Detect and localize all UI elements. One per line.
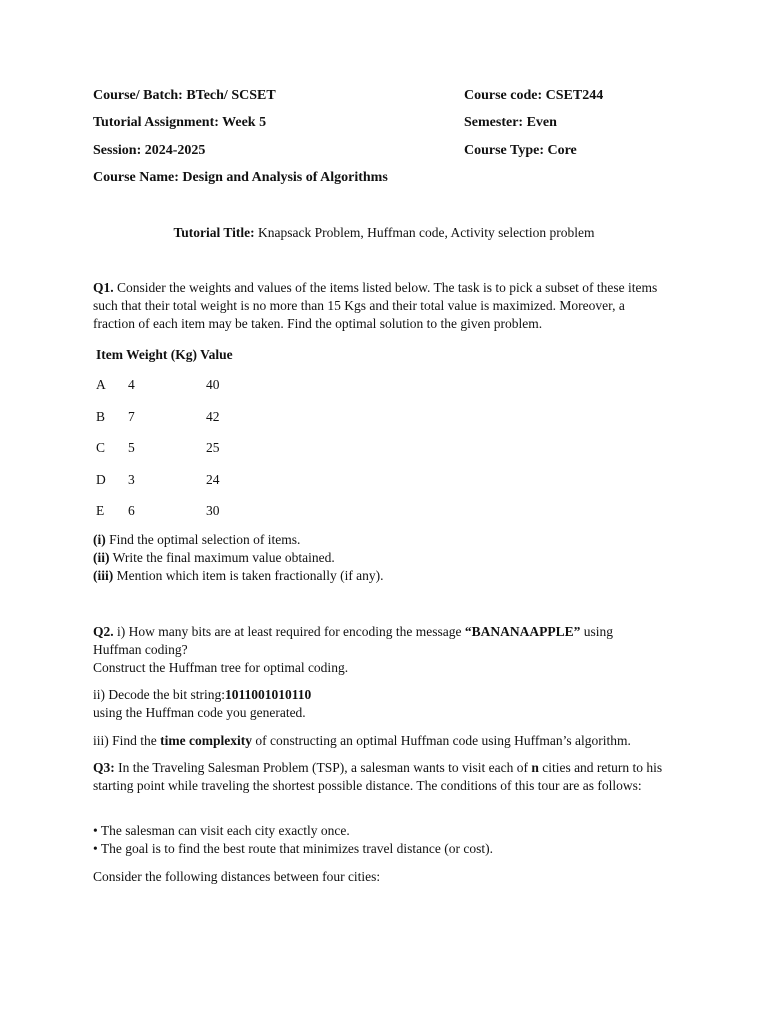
q1-sub-iii-label: (iii)	[93, 568, 114, 583]
table-cell-weight: 4	[128, 377, 135, 392]
q2-part1-pre: i) How many bits are at least required for encoding the message	[113, 624, 465, 639]
q3-bullet-1: • The salesman can visit each city exactly once.	[93, 823, 350, 838]
q1-sub-iii	[93, 567, 683, 585]
semester: Semester: Even	[464, 115, 557, 130]
table-cell-weight: 5	[128, 440, 135, 455]
course-batch: Course/ Batch: BTech/ SCSET	[93, 88, 276, 103]
q3-bullet-2: • The goal is to find the best route that minimizes travel distance (or cost).	[93, 841, 493, 856]
tutorial-assignment: Tutorial Assignment: Week 5	[93, 115, 267, 130]
table-cell-weight: 7	[128, 408, 135, 424]
tutorial-title-text: Knapsack Problem, Huffman code, Activity selection problem	[254, 225, 595, 240]
table-cell-value: 30	[206, 503, 220, 518]
table-cell-item: D	[96, 471, 106, 487]
table-cell-value: 40	[206, 377, 220, 392]
q1-sub-ii	[93, 549, 683, 567]
q1-sub-i	[93, 531, 683, 549]
table-cell-weight: 3	[128, 471, 135, 487]
course-type: Course Type: Core	[464, 143, 577, 158]
table-cell-item: C	[96, 440, 106, 455]
q1-table-header: Item Weight (Kg) Value	[96, 347, 233, 362]
q2-part2-post: using the Huffman code you generated.	[93, 705, 306, 720]
tutorial-title-label: Tutorial Title:	[173, 225, 255, 240]
q1-label: Q1.	[93, 280, 114, 295]
q2-part3-bold: time complexity	[160, 733, 252, 748]
q3-text-post: cities and return to his starting point while traveling the shortest possible distance. The conditions of this tour are as follows:	[93, 760, 663, 793]
q1-subquestions	[93, 531, 683, 585]
course-code: Course code: CSET244	[464, 88, 604, 103]
q1-sub-ii-text: Write the final maximum value obtained.	[109, 550, 335, 565]
table-cell-value: 25	[206, 440, 220, 455]
q2-part3-pre: iii) Find the	[93, 733, 161, 748]
q2-part2	[93, 686, 683, 722]
table-cell-item: E	[96, 503, 105, 518]
q2-message: “BANANAAPPLE”	[464, 624, 581, 639]
course-name: Course Name: Design and Analysis of Algorithms	[93, 170, 388, 185]
q1-text: Consider the weights and values of the items listed below. The task is to pick a subset of these items such that their total weight is no more than 15 Kgs and their total value is maximized. Moreover, a fraction of each item may be taken. Find the optimal solution to the given problem.	[93, 280, 658, 331]
q3-bullets	[93, 822, 683, 858]
q2-bitstring: 1011001010110	[224, 687, 312, 702]
q2-part3	[93, 732, 713, 750]
table-cell-item: B	[96, 408, 106, 424]
q3-closing: Consider the following distances between four cities:	[93, 869, 381, 884]
q2-line2: Construct the Huffman tree for optimal coding.	[93, 660, 349, 675]
session: Session: 2024-2025	[93, 143, 206, 158]
q1-sub-ii-label: (ii)	[93, 550, 110, 565]
q1-sub-i-label: (i)	[93, 532, 106, 547]
q1-statement	[93, 279, 668, 333]
q1-sub-iii-text: Mention which item is taken fractionally (if any).	[113, 568, 384, 583]
q3-statement	[93, 759, 678, 795]
q2-part1-post: using Huffman coding?	[93, 624, 614, 657]
q2-part1	[93, 623, 663, 677]
q2-part2-pre: ii) Decode the bit string:	[93, 687, 225, 702]
q1-sub-i-text: Find the optimal selection of items.	[105, 532, 301, 547]
q2-part3-post: of constructing an optimal Huffman code using Huffman’s algorithm.	[251, 733, 631, 748]
q3-label: Q3:	[93, 760, 115, 775]
table-cell-value: 42	[206, 408, 220, 424]
table-cell-weight: 6	[128, 503, 135, 518]
q3-n: n	[531, 760, 539, 775]
q3-text-pre: In the Traveling Salesman Problem (TSP), a salesman wants to visit each of	[114, 760, 532, 775]
q2-label: Q2.	[93, 624, 114, 639]
tutorial-title	[0, 224, 768, 242]
table-cell-item: A	[96, 377, 106, 392]
table-cell-value: 24	[206, 471, 220, 487]
